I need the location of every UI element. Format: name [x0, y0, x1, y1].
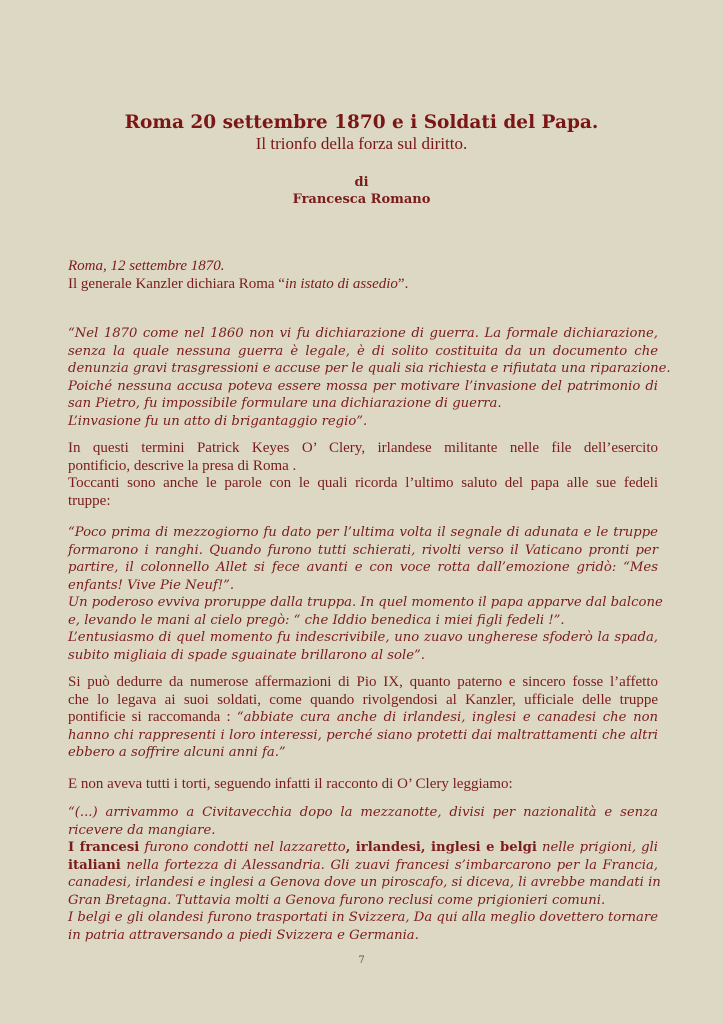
intro-line — [68, 276, 658, 294]
quote3-line: in patria attraversando a piedi Svizzera e Germania. — [68, 927, 419, 943]
quote2-line: L’entusiasmo di quel momento fu indescrivibile, uno zuavo ungherese sfoderò la spada, — [68, 630, 658, 645]
quote3-line: ricevere da mangiare. — [68, 822, 216, 838]
para1-line: pontificio, descrive la presa di Roma . — [68, 457, 297, 474]
article-title: Roma 20 settembre 1870 e i Soldati del Papa. — [124, 112, 599, 133]
quote-block-2 — [68, 524, 663, 664]
quote1-line: “Nel 1870 come nel 1860 non vi fu dichiarazione di guerra. La formale dichiarazione, — [68, 326, 658, 341]
paragraph-1 — [68, 440, 658, 510]
bold-irlandesi-inglesi-belgi: , irlandesi, inglesi e belgi — [345, 840, 537, 855]
quote3-line: I belgi e gli olandesi furono trasportati in Svizzera, Da qui alla meglio dovettero tornare — [68, 910, 658, 925]
quote1-line: denunzia gravi trasgressioni e accuse per le quali sia richiesta e rifiutata una riparazione. — [68, 361, 671, 376]
quote2-line: “Poco prima di mezzogiorno fu dato per l’ultima volta il segnale di adunata e le truppe — [68, 525, 658, 540]
para2-italic: “abbiate cura anche di irlandesi, inglesi e canadesi che non — [236, 710, 659, 725]
byline-di: di — [354, 175, 369, 190]
bold-italiani: italiani — [68, 857, 121, 873]
quote-block-3 — [68, 804, 661, 944]
para3-line: E non aveva tutti i torti, seguendo infatti il racconto di O’ Clery leggiamo: — [68, 776, 513, 792]
paragraph-2 — [68, 674, 658, 762]
italic-segment: furono condotti nel lazzaretto — [139, 840, 346, 855]
quote1-line: L’invasione fu un atto di brigantaggio regio”. — [68, 413, 368, 429]
intro-suffix: ”. — [397, 275, 409, 292]
para2-line: che lo legava ai suoi soldati, come quando rivolgendosi al Kanzler, ufficiale delle truppe — [68, 691, 658, 708]
para2-line: ebbero a soffrire alcuni anni fa.” — [68, 745, 286, 760]
quote2-line: e, levando le mani al cielo pregò: “ che Iddio benedica i miei figli fedeli !”. — [68, 612, 565, 628]
para2-line: hanno chi rappresenti i loro interessi, perché siano protetti dai maltrattamenti che altri — [68, 727, 658, 743]
para2-line — [68, 709, 658, 727]
quote-block-1 — [68, 325, 671, 430]
intro-block — [68, 258, 658, 293]
quote1-line: senza la quale nessuna guerra è legale, è di solito costituita da un documento che — [68, 343, 658, 359]
italic-segment: nella fortezza di Alessandria. Gli zuavi francesi s’imbarcarono per la Francia, — [120, 857, 658, 873]
quote2-line: enfants! Vive Pie Neuf!”. — [68, 577, 235, 593]
intro-quote: in istato di assedio — [284, 275, 398, 292]
page-number: 7 — [358, 955, 365, 966]
article-subtitle: Il trionfo della forza sul diritto. — [255, 134, 468, 153]
quote3-line: Gran Bretagna. Tuttavia molti a Genova furono reclusi come prigionieri comuni. — [68, 892, 606, 908]
quote2-line: formarono i ranghi. Quando furono tutti schierati, rivolti verso il Vaticano pronti per — [68, 542, 658, 558]
paragraph-3 — [68, 776, 658, 794]
author-name: Francesca Romano — [292, 192, 431, 207]
quote3-line: canadesi, irlandesi e inglesi a Genova dove un piroscafo, si diceva, li avrebbe mandati in — [68, 875, 661, 890]
italic-segment: nelle prigioni, gli — [536, 840, 658, 855]
quote3-line — [68, 857, 658, 875]
quote3-line — [68, 839, 658, 857]
quote1-line: san Pietro, fu impossibile formulare una dichiarazione di guerra. — [68, 396, 502, 411]
intro-prefix: Il generale Kanzler dichiara Roma “ — [68, 275, 285, 292]
para1-line: truppe: — [68, 492, 111, 509]
quote1-line: Poiché nessuna accusa poteva essere mossa per motivare l’invasione del patrimonio di — [68, 378, 658, 394]
bold-francesi: I francesi — [68, 840, 140, 855]
para1-line: In questi termini Patrick Keyes O’ Clery, irlandese militante nelle file dell’esercito — [68, 440, 658, 456]
quote2-line: subito migliaia di spade sguainate brillarono al sole”. — [68, 647, 425, 663]
para2-plain: pontificie si raccomanda : — [68, 709, 237, 725]
para1-line: Toccanti sono anche le parole con le quali ricorda l’ultimo saluto del papa alle sue fedeli — [68, 475, 658, 491]
para2-line: Si può dedurre da numerose affermazioni di Pio IX, quanto paterno e sincero fosse l’affetto — [68, 674, 658, 690]
dateline: Roma, 12 settembre 1870. — [68, 258, 225, 274]
quote2-line: partire, il colonnello Allet si fece avanti e con voce rotta dall’emozione gridò: “Mes — [68, 560, 658, 575]
quote2-line: Un poderoso evviva proruppe dalla truppa. In quel momento il papa apparve dal balcone — [68, 595, 663, 610]
quote3-line: “(...) arrivammo a Civitavecchia dopo la mezzanotte, divisi per nazionalità e senza — [68, 805, 658, 820]
